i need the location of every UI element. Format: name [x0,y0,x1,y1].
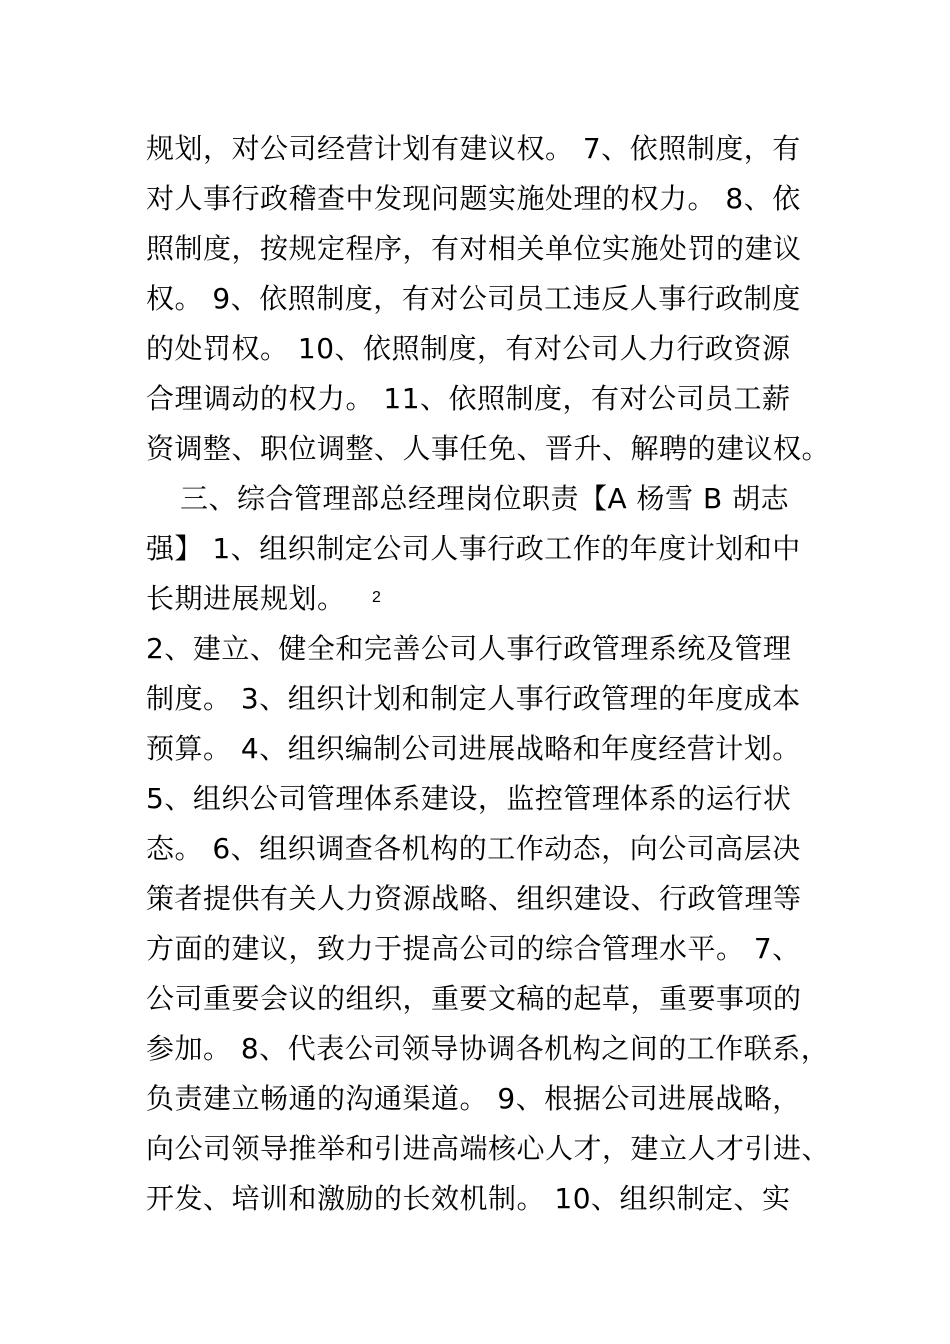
text-line: 对人事行政稽查中发现问题实施处理的权力。 8、依 [146,182,801,215]
text-line: 负责建立畅通的沟通渠道。 9、根据公司进展战略， [146,1082,801,1115]
page-number: 2 [372,589,381,606]
text-line: 开发、培训和激励的长效机制。 10、组织制定、实 [146,1182,791,1215]
text-line: 资调整、职位调整、人事任免、晋升、解聘的建议权。 [146,432,831,465]
text-line: 的处罚权。 10、依照制度，有对公司人力行政资源 [146,332,791,365]
text-line: 制度。 3、组织计划和制定人事行政管理的年度成本 [146,682,801,715]
text-line: 合理调动的权力。 11、依照制度，有对公司员工薪 [146,382,791,415]
text-line: 向公司领导推举和引进高端核心人才，建立人才引进、 [146,1132,831,1165]
text-line: 态。 6、组织调查各机构的工作动态，向公司高层决 [146,832,801,865]
text-line: 2、建立、健全和完善公司人事行政管理系统及管理 [146,632,792,665]
text-line: 强】 1、组织制定公司人事行政工作的年度计划和中 [146,532,801,565]
text-line: 长期进展规划。 [146,582,346,615]
text-line: 预算。 4、组织编制公司进展战略和年度经营计划。 [146,732,801,765]
text-line: 权。 9、依照制度，有对公司员工违反人事行政制度 [146,282,801,315]
text-line: 方面的建议，致力于提高公司的综合管理水平。 7、 [146,932,801,965]
text-line: 公司重要会议的组织，重要文稿的起草，重要事项的 [146,982,802,1015]
text-line: 策者提供有关人力资源战略、组织建设、行政管理等 [146,882,802,915]
section-heading-line: 三、综合管理部总经理岗位职责【A 杨雪 B 胡志 [180,482,790,515]
text-line: 5、组织公司管理体系建设，监控管理体系的运行状 [146,782,792,815]
text-line: 照制度，按规定程序，有对相关单位实施处罚的建议 [146,232,802,265]
text-line: 参加。 8、代表公司领导协调各机构之间的工作联系， [146,1032,830,1065]
text-line: 规划，对公司经营计划有建议权。 7、依照制度，有 [146,132,801,165]
